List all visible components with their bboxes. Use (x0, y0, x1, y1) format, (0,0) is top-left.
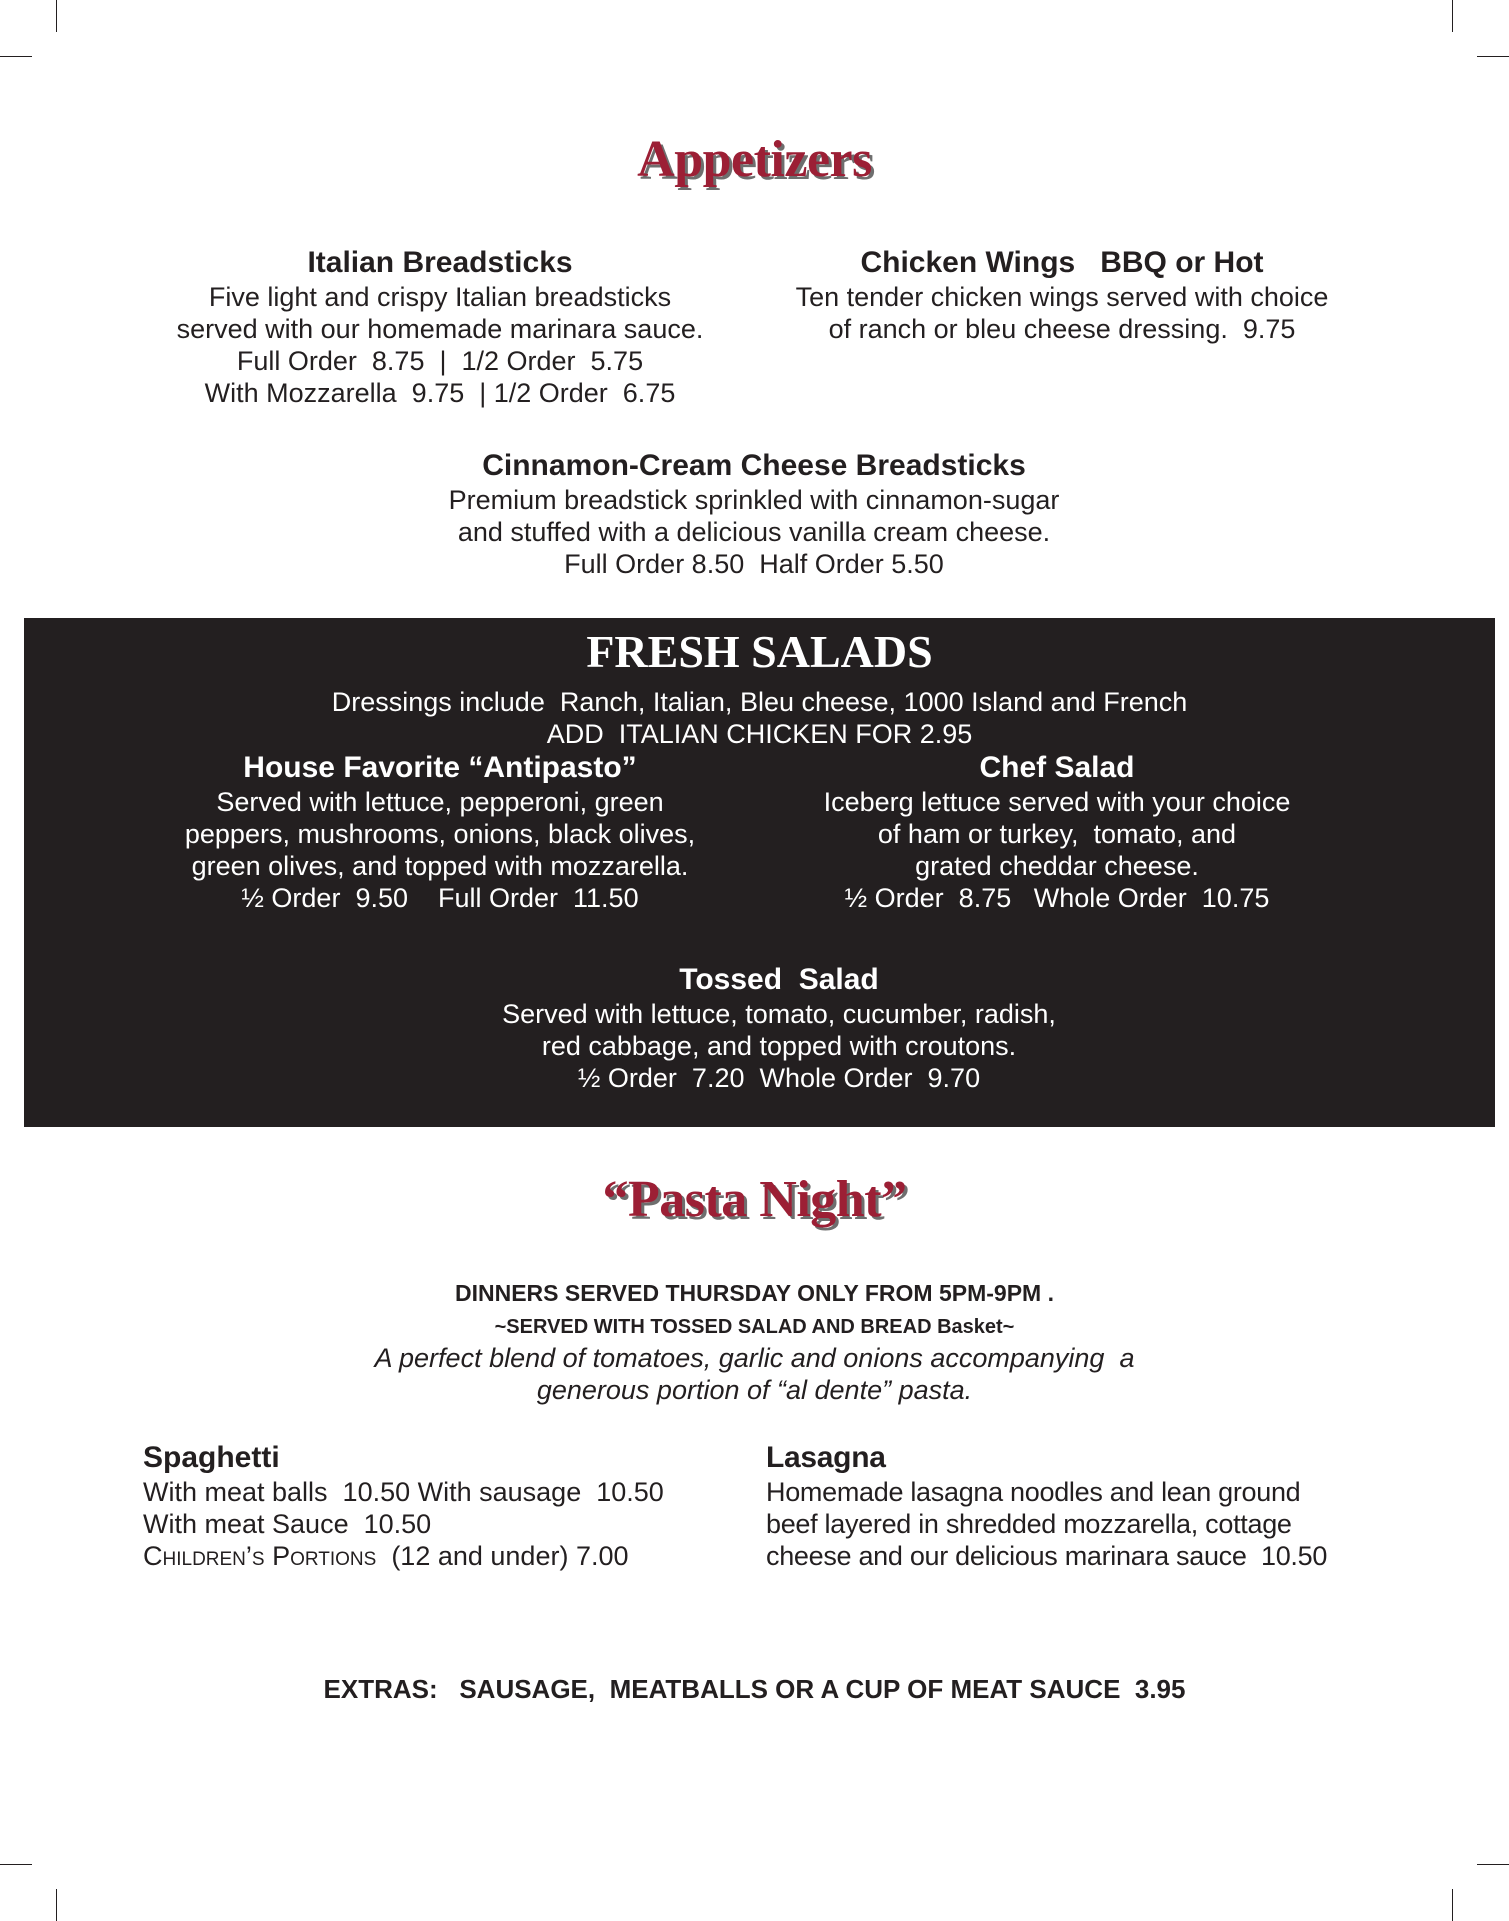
item-desc-line: Five light and crispy Italian breadsticks (208, 282, 672, 312)
crop-mark (0, 1864, 32, 1865)
menu-item-cinnamon-breadsticks (354, 448, 1154, 580)
crop-mark (1477, 1864, 1509, 1865)
item-price-line: With meat Sauce 10.50 (143, 1509, 432, 1539)
item-desc-line: served with our homemade marinara sauce. (176, 314, 704, 344)
item-name: Italian Breadsticks (307, 246, 573, 279)
item-desc-line: Premium breadstick sprinkled with cinnamon-sugar (448, 485, 1060, 515)
item-desc-line: Served with lettuce, tomato, cucumber, radish, (502, 999, 1056, 1029)
item-desc-line: green olives, and topped with mozzarella. (191, 851, 689, 881)
crop-mark (56, 0, 57, 32)
item-desc-line: and stuffed with a delicious vanilla cream cheese. (457, 517, 1051, 547)
crop-mark (0, 56, 32, 57)
salads-dressings: Dressings include Ranch, Italian, Bleu cheese, 1000 Island and French (331, 687, 1188, 717)
item-price-line: ½ Order 8.75 Whole Order 10.75 (844, 883, 1270, 913)
item-desc-line: Iceberg lettuce served with your choice (823, 787, 1291, 817)
item-name: Tossed Salad (679, 963, 879, 996)
appetizers-title: Appetizers (637, 131, 872, 188)
item-name: Spaghetti (143, 1441, 280, 1474)
salads-addon: ADD ITALIAN CHICKEN FOR 2.95 (546, 719, 973, 749)
pasta-blurb: A perfect blend of tomatoes, garlic and onions accompanying a (374, 1343, 1135, 1373)
item-desc-line: Served with lettuce, pepperoni, green (216, 787, 664, 817)
pasta-extras: EXTRAS: SAUSAGE, MEATBALLS OR A CUP OF MEAT SAUCE 3.95 (323, 1674, 1186, 1704)
childrens-portions-price: (12 and under) 7.00 (376, 1541, 629, 1571)
menu-item-lasagna (766, 1440, 1327, 1572)
item-desc-line: beef layered in shredded mozzarella, cottage (766, 1509, 1292, 1539)
item-desc-line: of ham or turkey, tomato, and (877, 819, 1237, 849)
item-desc-line: Homemade lasagna noodles and lean ground (766, 1477, 1301, 1507)
item-name: Chicken Wings BBQ or Hot (860, 246, 1264, 279)
item-price-line: ½ Order 7.20 Whole Order 9.70 (577, 1063, 981, 1093)
item-desc-line: red cabbage, and topped with croutons. (541, 1031, 1017, 1061)
crop-mark (1452, 1889, 1453, 1921)
item-desc-line: of ranch or bleu cheese dressing. 9.75 (828, 314, 1296, 344)
menu-item-chef-salad (762, 750, 1352, 914)
childrens-portions-label: Children’s Portions (143, 1541, 377, 1571)
menu-item-chicken-wings (752, 245, 1372, 345)
crop-mark (56, 1889, 57, 1921)
item-name: Chef Salad (979, 751, 1135, 784)
crop-mark (1452, 0, 1453, 32)
menu-item-antipasto (120, 750, 760, 914)
item-name: House Favorite “Antipasto” (243, 751, 637, 784)
item-name: Lasagna (766, 1441, 886, 1474)
item-price-line: With meat balls 10.50 With sausage 10.50 (143, 1477, 664, 1507)
item-price-line: ½ Order 9.50 Full Order 11.50 (241, 883, 639, 913)
pasta-served-with: ~SERVED WITH TOSSED SALAD AND BREAD Basket~ (494, 1316, 1015, 1338)
item-price-line: Full Order 8.50 Half Order 5.50 (564, 549, 944, 579)
item-desc-line: cheese and our delicious marinara sauce 10.50 (766, 1541, 1328, 1571)
menu-item-italian-breadsticks (120, 245, 760, 409)
salads-title: FRESH SALADS (586, 626, 933, 677)
pasta-night-title: “Pasta Night” (602, 1171, 907, 1228)
item-desc-line: grated cheddar cheese. (915, 851, 1199, 881)
item-desc-line: Ten tender chicken wings served with choice (795, 282, 1329, 312)
fresh-salads-section (24, 618, 1495, 1127)
item-price-line (143, 1540, 664, 1572)
crop-mark (1477, 56, 1509, 57)
item-name: Cinnamon-Cream Cheese Breadsticks (482, 449, 1026, 482)
pasta-blurb: generous portion of “al dente” pasta. (536, 1375, 973, 1405)
item-price-line: Full Order 8.75 | 1/2 Order 5.75 (236, 346, 644, 376)
pasta-schedule: DINNERS SERVED THURSDAY ONLY FROM 5PM-9PM . (455, 1280, 1054, 1306)
menu-item-tossed-salad (404, 962, 1154, 1094)
menu-item-spaghetti (143, 1440, 664, 1572)
item-price-line: With Mozzarella 9.75 | 1/2 Order 6.75 (204, 378, 676, 408)
item-desc-line: peppers, mushrooms, onions, black olives, (184, 819, 696, 849)
